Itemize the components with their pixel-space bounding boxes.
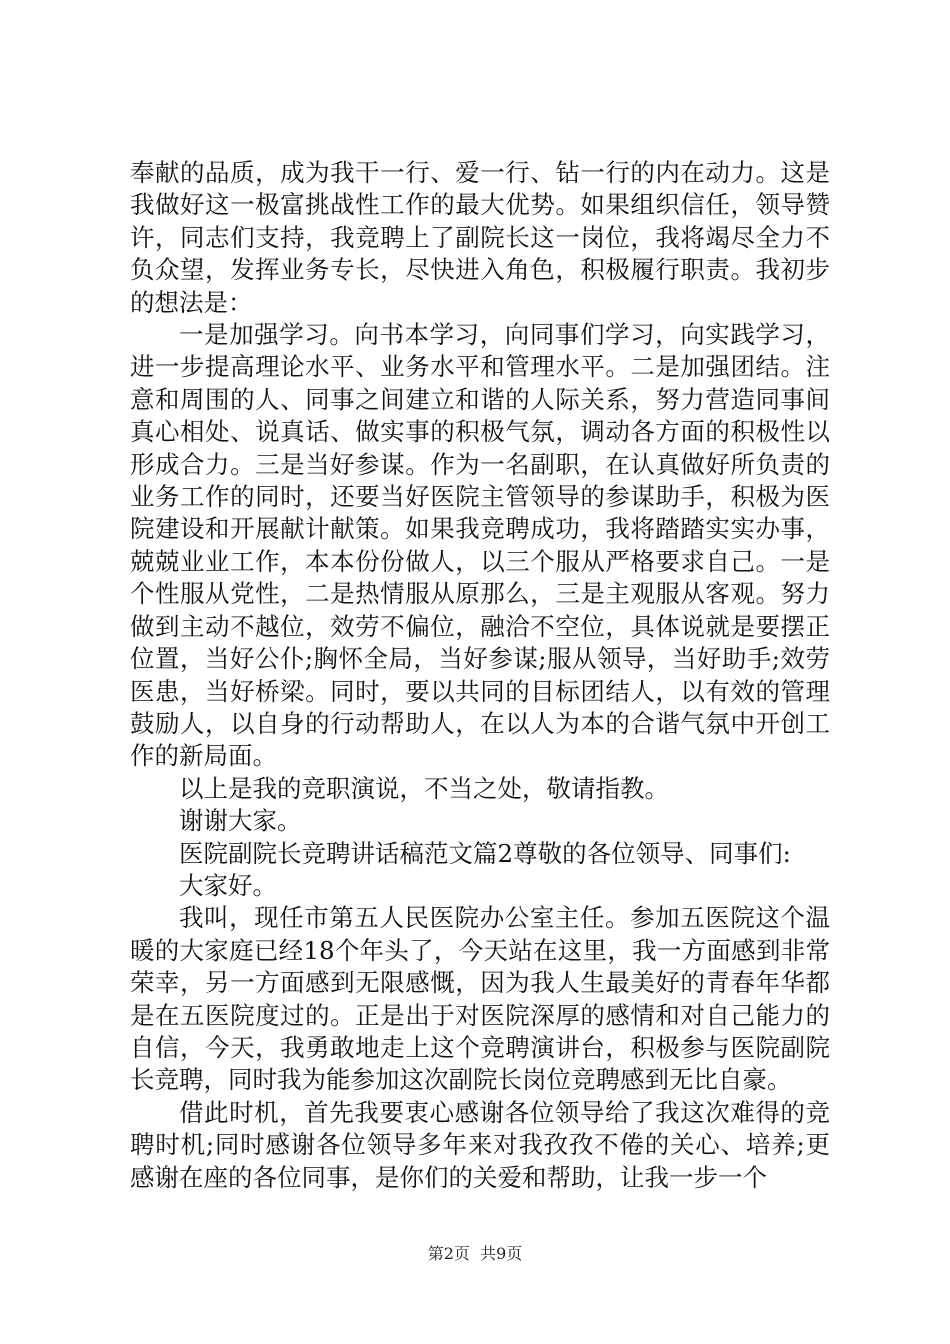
paragraph-6: 大家好。 bbox=[179, 870, 277, 900]
page-number-label: 第2页 共9页 bbox=[427, 1244, 523, 1263]
page-footer bbox=[0, 1244, 950, 1264]
paragraph-8: 借此时机，首先我要衷心感谢各位领导给了我这次难得的竞聘时机;同时感谢各位领导多年来对我孜孜不倦的关心、培养;更感谢在座的各位同事，是你们的关爱和帮助，让我一步一个 bbox=[130, 1097, 830, 1192]
paragraph-2: 一是加强学习。向书本学习，向同事们学习，向实践学习，进一步提高理论水平、业务水平和管理水平。二是加强团结。注意和周围的人、同事之间建立和谐的人际关系，努力营造同事间真心相处、说真话、做实事的积极气氛，调动各方面的积极性以形成合力。三是当好参谋。作为一名副职，在认真做好所负责的业务工作的同时，还要当好医院主管领导的参谋助手，积极为医院建设和开展献计献策。如果我竞聘成功，我将踏踏实实办事，兢兢业业工作，本本份份做人，以三个服从严格要求自己。一是个性服从党性，二是热情服从原那么，三是主观服从客观。努力做到主动不越位，效劳不偏位，融洽不空位，具体说就是要摆正位置，当好公仆;胸怀全局，当好参谋;服从领导，当好助手;效劳医患，当好桥梁。同时，要以共同的目标团结人，以有效的管理鼓励人，以自身的行动帮助人，在以人为本的合谐气氛中开创工作的新局面。 bbox=[130, 320, 830, 771]
paragraph-4: 谢谢大家。 bbox=[179, 806, 302, 836]
paragraph-7: 我叫，现任市第五人民医院办公室主任。参加五医院这个温暖的大家庭已经18个年头了，今天站在这里，我一方面感到非常荣幸，另一方面感到无限感慨，因为我人生最美好的青春年华都是在五医院度过的。正是出于对医院深厚的感情和对自己能力的自信，今天，我勇敢地走上这个竞聘演讲台，积极参与医院副院长竞聘，同时我为能参加这次副院长岗位竞聘感到无比自豪。 bbox=[130, 903, 830, 1095]
paragraph-3: 以上是我的竞职演说，不当之处，敬请指教。 bbox=[179, 773, 669, 803]
paragraph-5: 医院副院长竞聘讲话稿范文篇2尊敬的各位领导、同事们: bbox=[179, 838, 791, 868]
paragraph-1: 奉献的品质，成为我干一行、爱一行、钻一行的内在动力。这是我做好这一极富挑战性工作的最大优势。如果组织信任，领导赞许，同志们支持，我竞聘上了副院长这一岗位，我将竭尽全力不负众望，发挥业务专长，尽快进入角色，积极履行职责。我初步的想法是： bbox=[130, 158, 830, 317]
document-body bbox=[130, 157, 830, 1194]
